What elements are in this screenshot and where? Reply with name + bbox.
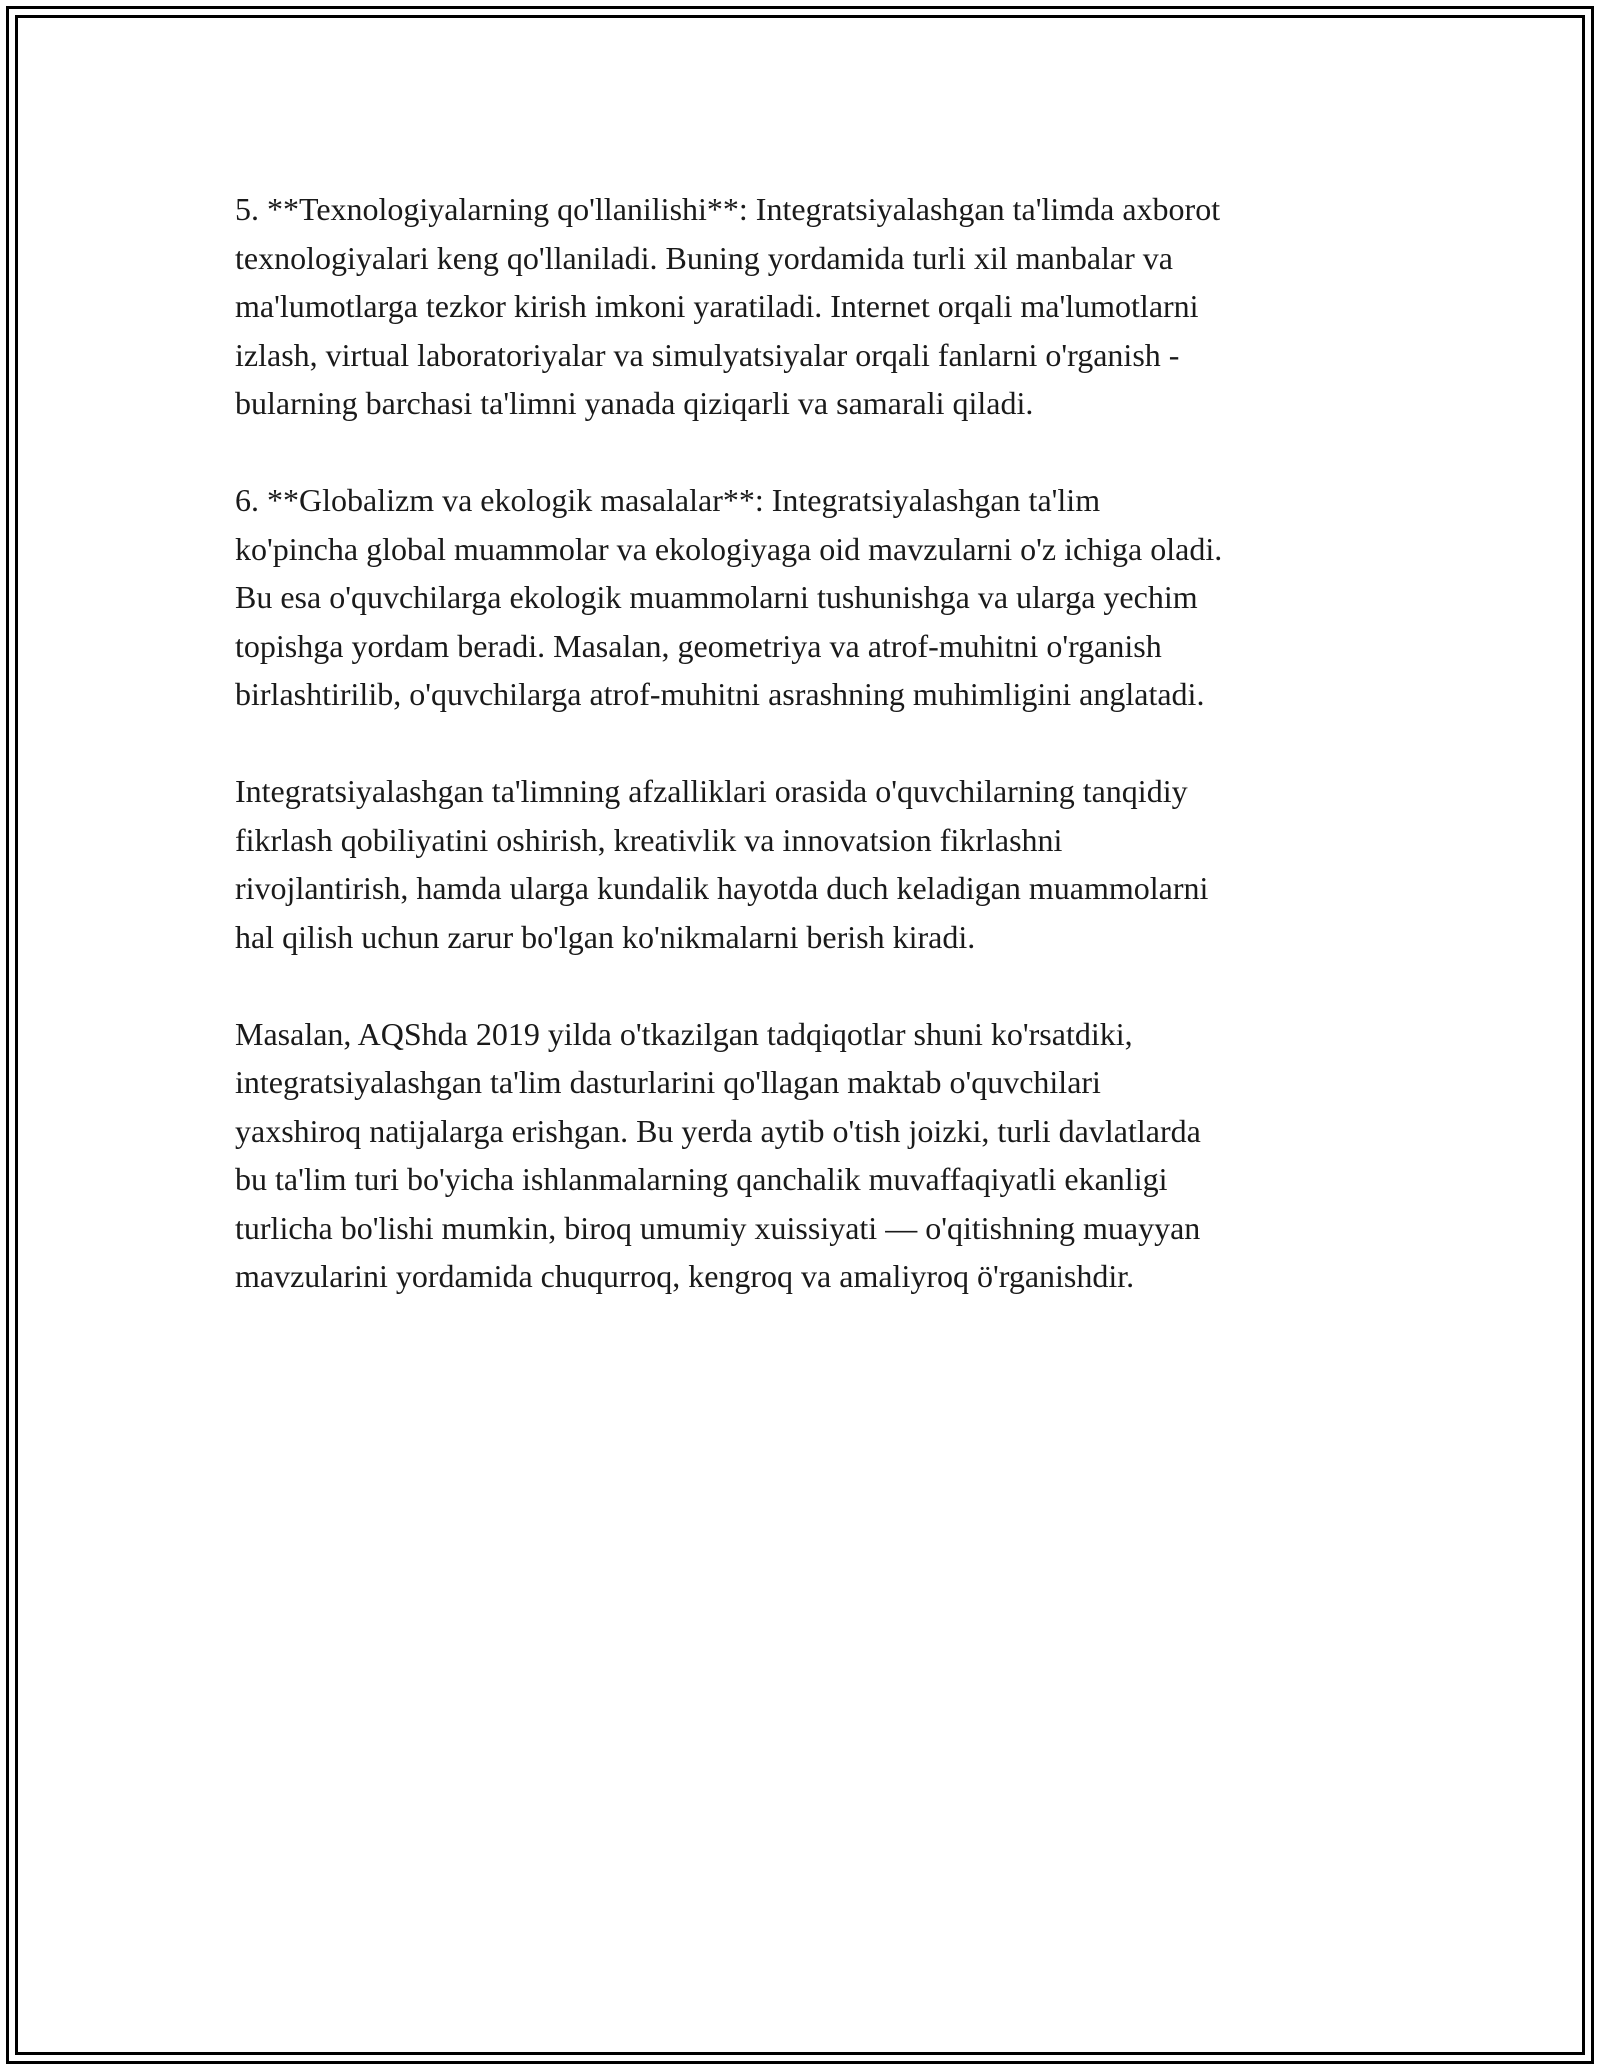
paragraph-usa-research: Masalan, AQShda 2019 yilda o'tkazilgan tadqiqotlar shuni ko'rsatdiki, integratsiyalashgan ta'lim dasturlarini qo'llagan maktab o'quvchilari yaxshiroq natijalarga erishgan. Bu yerda aytib o'tish joizki, turli davlatlarda bu ta'lim turi bo'yicha ishlanmalarning qanchalik muvaffaqiyatli ekanligi turlicha bo'lishi mumkin, biroq umumiy xuissiyati — o'qitishning muayyan mavzularini yordamida chuqurroq, kengroq va amaliyroq ö'rganishdir. (235, 1015, 1201, 1294)
document-body (235, 185, 1385, 1349)
paragraph-technology: 5. **Texnologiyalarning qo'llanilishi**: Integratsiyalashgan ta'limda axborot texnologiyalari keng qo'llaniladi. Buning yordamida turli xil manbalar va ma'lumotlarga tezkor kirish imkoni yaratiladi. Internet orqali ma'lumotlarni izlash, virtual laboratoriyalar va simulyatsiyalar orqali fanlarni o'rganish - bularning barchasi ta'limni yanada qiziqarli va samarali qiladi. (235, 191, 1221, 421)
paragraph-advantages: Integratsiyalashgan ta'limning afzalliklari orasida o'quvchilarning tanqidiy fikrlash qobiliyatini oshirish, kreativlik va innovatsion fikrlashni rivojlantirish, hamda ularga kundalik hayotda duch keladigan muammolarni hal qilish uchun zarur bo'lgan ko'nikmalarni berish kiradi. (235, 773, 1209, 955)
paragraph-globalism-ecology: 6. **Globalizm va ekologik masalalar**: Integratsiyalashgan ta'lim ko'pincha global muammolar va ekologiyaga oid mavzularni o'z ichiga oladi. Bu esa o'quvchilarga ekologik muammolarni tushunishga va ularga yechim topishga yordam beradi. Masalan, geometriya va atrof-muhitni o'rganish birlashtirilib, o'quvchilarga atrof-muhitni asrashning muhimligini anglatadi. (235, 482, 1223, 712)
